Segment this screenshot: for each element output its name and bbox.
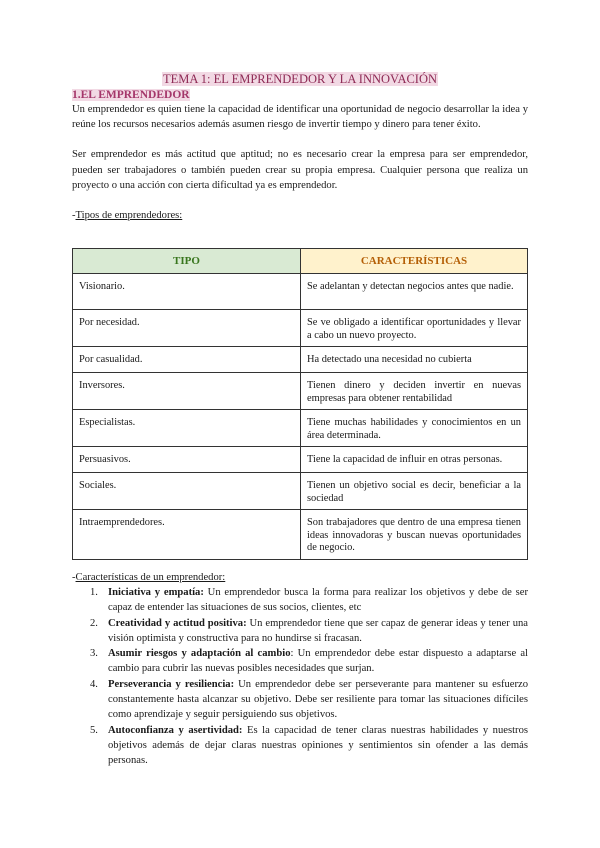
- list-item: [72, 646, 528, 677]
- list-term: Asumir riesgos y adaptación al cambio: [108, 648, 291, 660]
- cell-caracteristicas: Tiene la capacidad de influir en otras personas.: [301, 447, 528, 473]
- list-text: Es la capacidad de tener claras nuestras habilidades y nuestros objetivos además de dejar claras nuestras opiniones y sentimientos sin ofender a las demás personas.: [108, 724, 528, 767]
- section-heading-text: 1.EL EMPRENDEDOR: [72, 89, 190, 101]
- list-term: Perseverancia y resiliencia:: [108, 678, 235, 690]
- table-row: [73, 447, 528, 473]
- table-row: [73, 410, 528, 447]
- cell-caracteristicas: Tienen dinero y deciden invertir en nuevas empresas para obtener rentabilidad: [301, 373, 528, 410]
- table-header-row: [73, 249, 528, 274]
- cell-tipo: Especialistas.: [73, 410, 301, 447]
- cell-caracteristicas: Son trabajadores que dentro de una empresa tienen ideas innovadoras y buscan nuevas oportunidades de negocio.: [301, 510, 528, 560]
- cell-caracteristicas: Tienen un objetivo social es decir, beneficiar a la sociedad: [301, 473, 528, 510]
- table-row: [73, 274, 528, 310]
- list-number: 1.: [90, 587, 98, 598]
- list-text: Un emprendedor busca la forma para realizar los objetivos y debe de ser capaz de entender las situaciones de sus socios, clientes, etc: [108, 587, 528, 614]
- list-item: [72, 585, 528, 616]
- list-term: Creatividad y actitud positiva:: [108, 617, 247, 629]
- document-page: [72, 72, 528, 223]
- table-row: [73, 373, 528, 410]
- entrepreneur-types-table: [72, 248, 528, 560]
- list-number: 4.: [90, 678, 98, 690]
- list-item: [72, 677, 528, 723]
- cell-tipo: Visionario.: [73, 274, 301, 310]
- cell-tipo: Sociales.: [73, 473, 301, 510]
- list-text: Un emprendedor debe ser perseverante para mantener su esfuerzo constantemente hasta alcanzar su objetivo. Debe ser resiliente para tomar las situaciones difíciles como aprendizaje y seguir persiguiendo sus objetivos.: [108, 678, 529, 721]
- list-number: 3.: [90, 648, 98, 660]
- cell-tipo: Persuasivos.: [73, 447, 301, 473]
- cell-tipo: Por casualidad.: [73, 347, 301, 373]
- document-title-text: TEMA 1: EL EMPRENDEDOR Y LA INNOVACIÓN: [162, 72, 438, 86]
- cell-caracteristicas: Se adelantan y detectan negocios antes que nadie.: [301, 274, 528, 310]
- cell-caracteristicas: Ha detectado una necesidad no cubierta: [301, 347, 528, 373]
- list-term: Autoconfianza y asertividad:: [108, 724, 243, 736]
- cell-tipo: Por necesidad.: [73, 310, 301, 347]
- characteristics-heading-prefix: -: [72, 572, 76, 583]
- types-heading-prefix: -: [72, 210, 76, 222]
- list-item: [72, 723, 528, 769]
- characteristics-section: [72, 570, 528, 769]
- paragraph-definition: Un emprendedor es quien tiene la capacidad de identificar una oportunidad de negocio desarrollar la idea y reúne los recursos necesarios además asumen riesgo de invertir tiempo y dinero para tener éxito.: [72, 104, 528, 131]
- document-title: [72, 72, 528, 86]
- table-row: [73, 510, 528, 560]
- list-number: 2.: [90, 617, 98, 629]
- list-term: Iniciativa y empatía:: [108, 587, 204, 598]
- cell-tipo: Intraemprendedores.: [73, 510, 301, 560]
- characteristics-list: [72, 585, 528, 769]
- types-heading: [72, 208, 528, 223]
- list-item: [72, 616, 528, 647]
- paragraph-attitude: Ser emprendedor es más actitud que aptitud; no es necesario crear la empresa para ser emprendedor, pueden ser trabajadores o también pueden crear su propia empresa. Cualquier persona que realiza un proyecto o una acción con cierta dificultad ya es emprendedor.: [72, 149, 528, 191]
- header-caracteristicas: CARACTERÍSTICAS: [301, 249, 528, 274]
- cell-tipo: Inversores.: [73, 373, 301, 410]
- section-heading: [72, 88, 528, 102]
- list-text: Un emprendedor tiene que ser capaz de generar ideas y tener una visión optimista y constructiva para no hundirse si fracasan.: [108, 617, 528, 644]
- table-row: [73, 347, 528, 373]
- list-number: 5.: [90, 724, 98, 736]
- characteristics-heading-text: Características de un emprendedor:: [75, 572, 226, 583]
- characteristics-heading: [72, 570, 528, 585]
- table-row: [73, 473, 528, 510]
- list-text: : Un emprendedor debe estar dispuesto a adaptarse al cambio para cubrir las nuevas posibles necesidades que surjan.: [108, 648, 529, 675]
- cell-caracteristicas: Se ve obligado a identificar oportunidades y llevar a cabo un nuevo proyecto.: [301, 310, 528, 347]
- cell-caracteristicas: Tiene muchas habilidades y conocimientos en un área determinada.: [301, 410, 528, 447]
- header-tipo: TIPO: [73, 249, 301, 274]
- types-heading-text: Tipos de emprendedores:: [75, 210, 183, 222]
- table-row: [73, 310, 528, 347]
